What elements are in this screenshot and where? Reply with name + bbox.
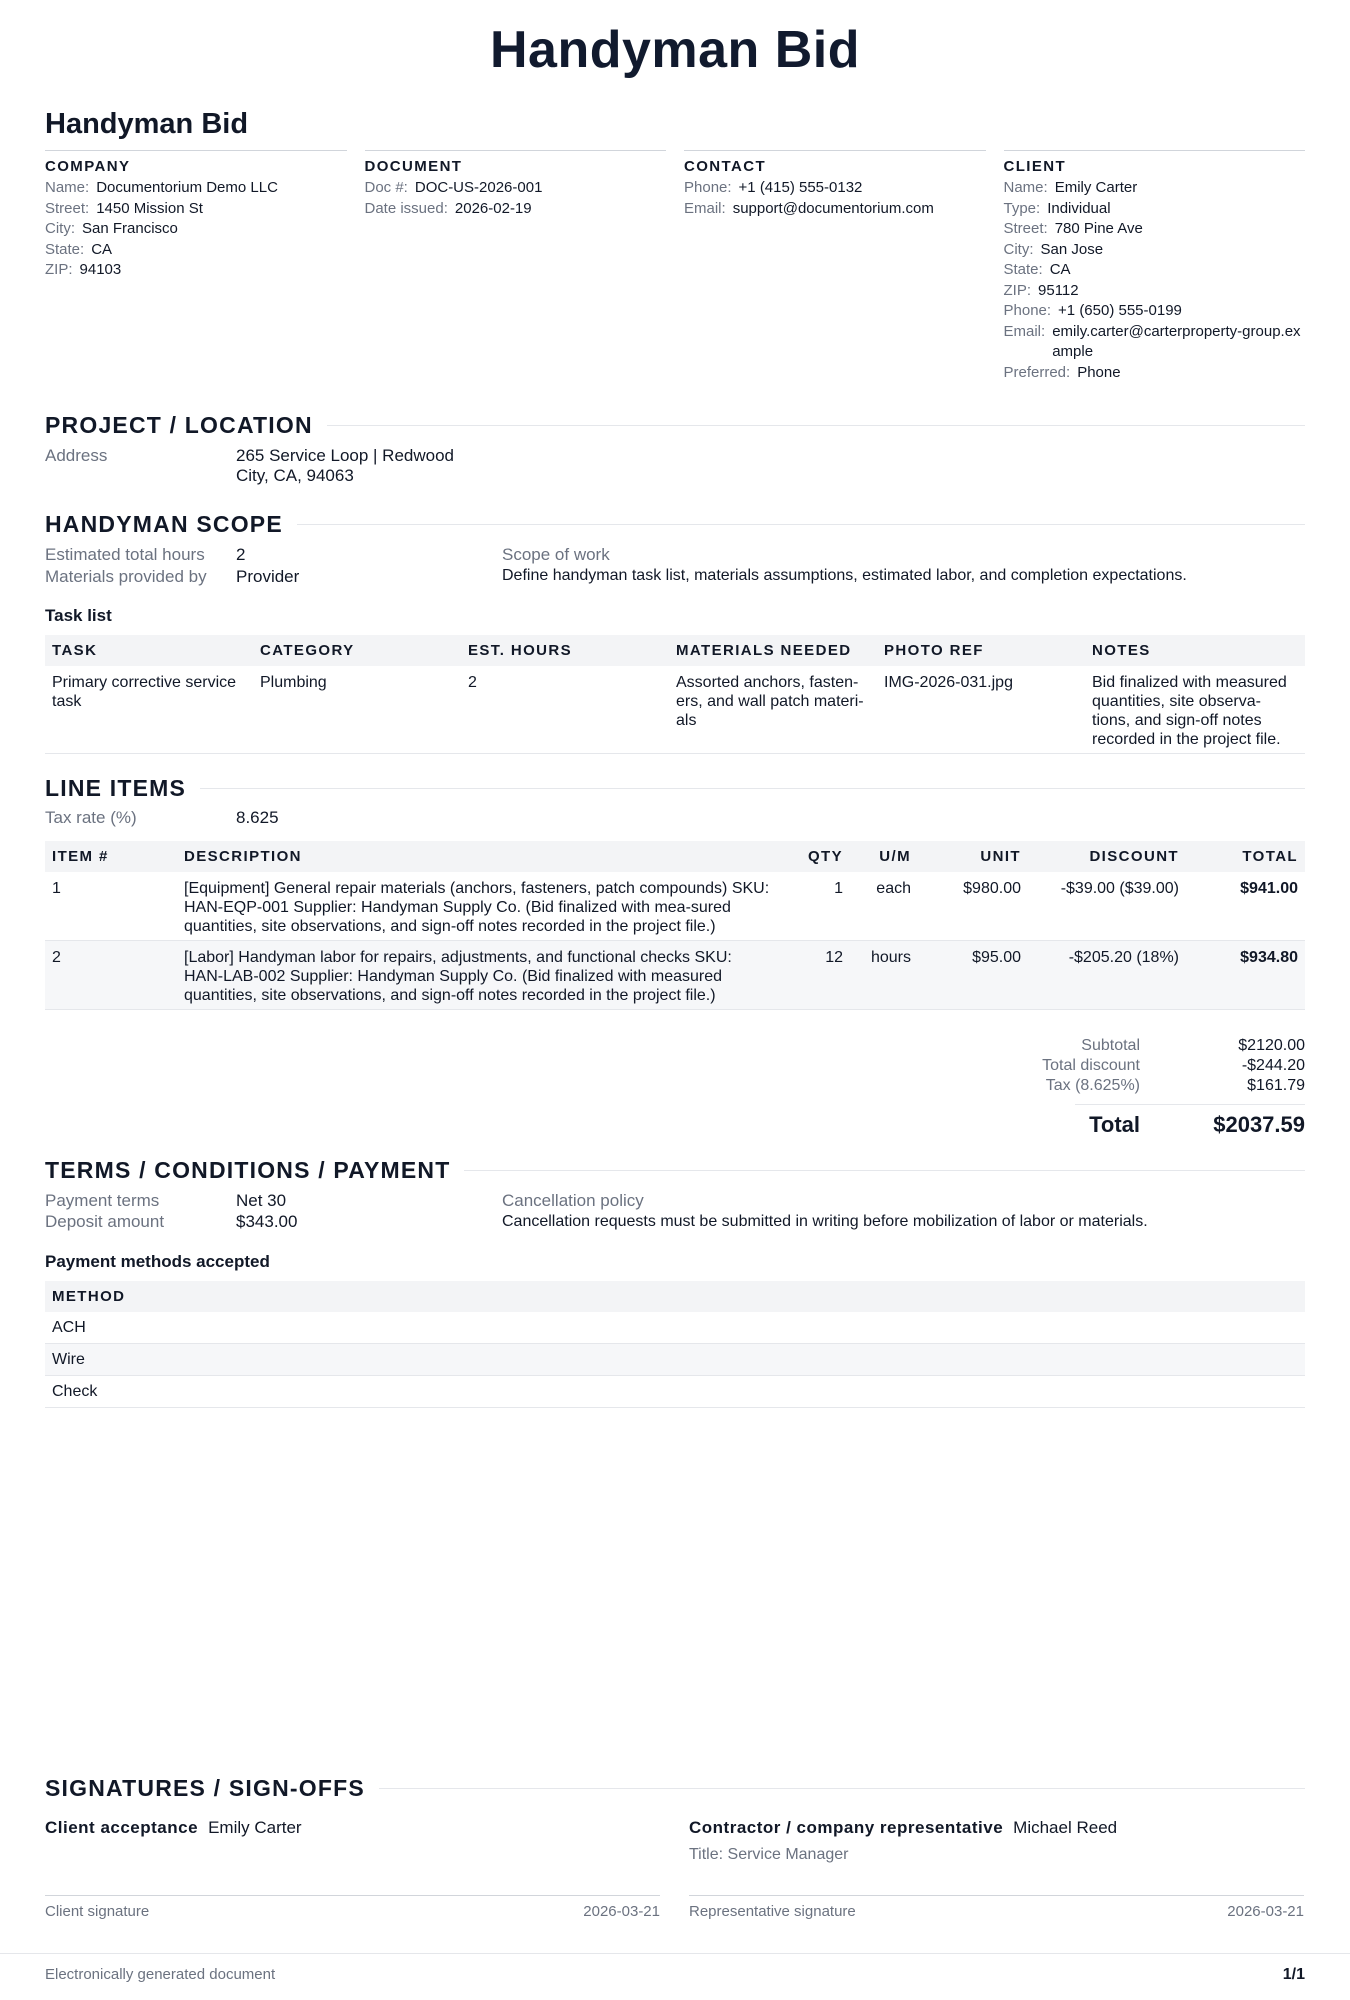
- client-preferred: Preferred: Phone: [1003, 363, 1121, 381]
- item-um: hours: [850, 941, 918, 1010]
- item-discount: -$205.20 (18%): [1028, 941, 1186, 1010]
- col-item-num: ITEM #: [45, 841, 177, 872]
- company-name: Name: Documentorium Demo LLC: [45, 179, 278, 196]
- col-photo-ref: PHOTO REF: [877, 635, 1085, 666]
- client-heading: CLIENT: [1003, 158, 1067, 175]
- item-total: $941.00: [1186, 872, 1305, 941]
- date-issued: Date issued: 2026-02-19: [364, 199, 532, 217]
- project-section-heading: PROJECT / LOCATION: [45, 412, 1305, 439]
- client-email: Email: emily.carter@carterproperty-group.example: [1003, 322, 1301, 360]
- item-um: each: [850, 872, 918, 941]
- main-title: Handyman Bid: [489, 21, 861, 79]
- col-description: DESCRIPTION: [177, 841, 782, 872]
- client-signature-line: [45, 1895, 660, 1896]
- client-signature-caption: Client signature 2026-03-21: [45, 1903, 660, 1920]
- cancellation-label: Cancellation policy: [502, 1191, 644, 1210]
- grand-total-row: Total $2037.59: [1089, 1112, 1305, 1137]
- payment-methods-heading: Payment methods accepted: [45, 1252, 270, 1271]
- scope-of-work-label: Scope of work: [502, 545, 610, 564]
- company-zip: ZIP: 94103: [45, 261, 122, 278]
- company-city: City: San Francisco: [45, 220, 178, 237]
- rep-subtitle: Title: Service Manager: [689, 1846, 849, 1863]
- rep-title: Contractor / company representative: [689, 1818, 1004, 1837]
- client-block: [1004, 150, 1306, 383]
- task-list-heading: Task list: [45, 606, 112, 625]
- tax-rate: Tax rate (%) 8.625: [45, 808, 279, 827]
- line-items-table: [45, 841, 1305, 1010]
- table-row: [45, 941, 1305, 1010]
- line-items-header: [45, 841, 1305, 872]
- discount-row: Total discount -$244.20: [1042, 1057, 1305, 1074]
- document-title: Handyman Bid: [45, 108, 249, 140]
- item-qty: 12: [782, 941, 850, 1010]
- col-total: TOTAL: [1186, 841, 1305, 872]
- document-block: [365, 150, 667, 383]
- payment-terms: Payment terms Net 30: [45, 1191, 287, 1210]
- footer-divider: [0, 1953, 1350, 1954]
- rep-signature-block: [689, 1818, 1304, 1920]
- client-city: City: San Jose: [1003, 240, 1104, 258]
- item-description: [Equipment] General repair materials (anchors, fasteners, patch compounds) SKU: HAN-EQP-001 Supplier: Handyman Supply Co. (Bid finalized with mea-sured quantities, site observations, and sign-off notes recorded in the project file.): [177, 872, 782, 941]
- table-row: [45, 872, 1305, 941]
- table-row: [45, 666, 1305, 754]
- company-block: [45, 150, 347, 383]
- terms-section-heading: TERMS / CONDITIONS / PAYMENT: [45, 1157, 1305, 1184]
- rep-name: Michael Reed: [1013, 1818, 1118, 1837]
- item-discount: -$39.00 ($39.00): [1028, 872, 1186, 941]
- item-description: [Labor] Handyman labor for repairs, adjustments, and functional checks SKU: HAN-LAB-002 Supplier: Handyman Supply Co. (Bid finalized with measured quantities, site observations, and sign-off notes recorded in the project file.): [177, 941, 782, 1010]
- client-type: Type: Individual: [1003, 199, 1111, 217]
- col-unit: UNIT: [918, 841, 1028, 872]
- task-table: [45, 635, 1305, 754]
- document-page: [45, 0, 1305, 2000]
- contact-block: [684, 150, 986, 383]
- col-notes: NOTES: [1085, 635, 1305, 666]
- col-category: CATEGORY: [253, 635, 461, 666]
- client-state: State: CA: [1003, 261, 1071, 278]
- estimated-hours: Estimated total hours 2: [45, 545, 246, 564]
- contact-heading: CONTACT: [684, 158, 767, 175]
- item-total: $934.80: [1186, 941, 1305, 1010]
- contact-email: Email: support@documentorium.com: [684, 199, 934, 217]
- item-unit: $980.00: [918, 872, 1028, 941]
- item-number: 1: [45, 872, 177, 941]
- task-category: Plumbing: [253, 666, 461, 754]
- client-zip: ZIP: 95112: [1003, 281, 1079, 299]
- task-table-header: [45, 635, 1305, 666]
- deposit-amount: Deposit amount $343.00: [45, 1212, 298, 1231]
- contact-phone: Phone: +1 (415) 555-0132: [684, 179, 863, 196]
- item-number: 2: [45, 941, 177, 1010]
- client-street: Street: 780 Pine Ave: [1003, 220, 1143, 237]
- company-street: Street: 1450 Mission St: [45, 199, 203, 217]
- client-name: Name: Emily Carter: [1003, 179, 1138, 196]
- col-qty: QTY: [782, 841, 850, 872]
- task-photo: IMG-2026-031.jpg: [877, 666, 1085, 754]
- project-address: Address 265 Service Loop | Redwood City, CA, 94063: [45, 446, 455, 485]
- method-item: Check: [45, 1376, 1305, 1408]
- line-items-section-heading: LINE ITEMS: [45, 775, 1305, 802]
- col-est-hours: EST. HOURS: [461, 635, 669, 666]
- totals-block: [905, 1036, 1305, 1135]
- task-materials: Assorted anchors, fasten-ers, and wall patch materi-als: [669, 666, 877, 754]
- task-hours: 2: [461, 666, 669, 754]
- page-number: 1/1: [1282, 1966, 1305, 1983]
- company-heading: COMPANY: [45, 158, 131, 175]
- table-row: [45, 1344, 1305, 1376]
- col-materials: MATERIALS NEEDED: [669, 635, 877, 666]
- task-name: Primary corrective service task: [45, 666, 253, 754]
- subtotal-row: Subtotal $2120.00: [1081, 1037, 1305, 1054]
- rep-signature-line: [689, 1895, 1304, 1896]
- col-discount: DISCOUNT: [1028, 841, 1186, 872]
- totals-divider: [1075, 1104, 1305, 1105]
- footer-note: Electronically generated document: [45, 1966, 276, 1983]
- client-signature-block: [45, 1818, 660, 1920]
- client-acceptance-name: Emily Carter: [208, 1818, 302, 1837]
- payment-methods-table: [45, 1281, 1305, 1408]
- signatures-section-heading: SIGNATURES / SIGN-OFFS: [45, 1775, 1305, 1802]
- cancellation-text: Cancellation requests must be submitted in writing before mobilization of labor or materials.: [502, 1213, 1148, 1230]
- materials-provided: Materials provided by Provider: [45, 567, 300, 586]
- info-grid: [45, 150, 1305, 383]
- table-row: [45, 1376, 1305, 1408]
- col-task: TASK: [45, 635, 253, 666]
- tax-row: Tax (8.625%) $161.79: [1045, 1077, 1305, 1094]
- item-unit: $95.00: [918, 941, 1028, 1010]
- task-notes: Bid finalized with measured quantities, site observa-tions, and sign-off notes recorded in the project file.: [1085, 666, 1305, 754]
- rep-signature-caption: Representative signature 2026-03-21: [689, 1903, 1304, 1920]
- col-um: U/M: [850, 841, 918, 872]
- method-item: Wire: [45, 1344, 1305, 1376]
- method-item: ACH: [45, 1312, 1305, 1344]
- client-phone: Phone: +1 (650) 555-0199: [1003, 302, 1182, 319]
- table-row: [45, 1312, 1305, 1344]
- client-acceptance-title: Client acceptance: [45, 1818, 199, 1837]
- company-state: State: CA: [45, 240, 113, 258]
- document-heading: DOCUMENT: [364, 158, 463, 175]
- doc-number: Doc #: DOC-US-2026-001: [364, 179, 543, 196]
- item-qty: 1: [782, 872, 850, 941]
- scope-section-heading: HANDYMAN SCOPE: [45, 511, 1305, 538]
- scope-of-work-text: Define handyman task list, materials assumptions, estimated labor, and completion expectations.: [502, 567, 1187, 584]
- col-method: METHOD: [45, 1281, 1305, 1312]
